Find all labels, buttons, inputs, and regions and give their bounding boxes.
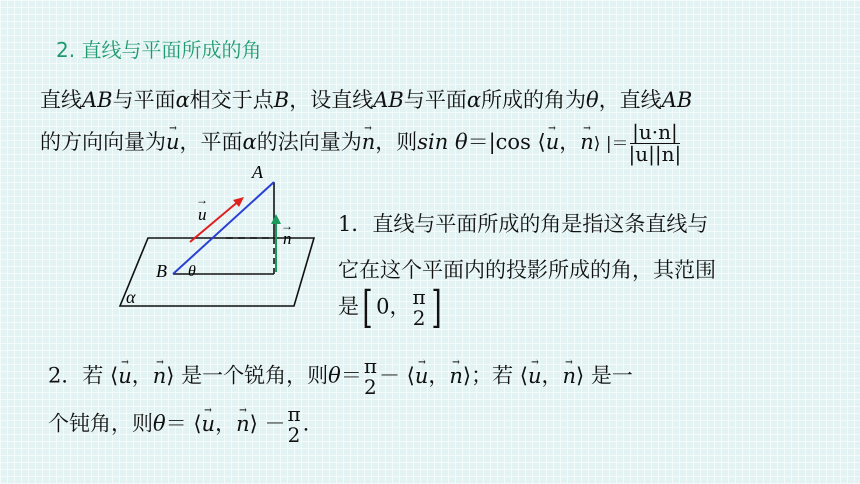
line-ab: AB [661,88,693,112]
label-b: B [156,261,167,281]
vector-n: → n [580,125,594,154]
note-1-line-3 [338,282,445,333]
fraction-numerator: π [363,354,377,378]
text: . [302,411,310,436]
label-u-arrow-icon: → [196,193,208,207]
pi-over-2 [362,356,379,398]
text: ＝ ⟨ [165,411,202,436]
text: ⟩ 是一个锐角，则 [166,363,329,388]
text: ， [428,363,450,388]
normal-n-arrowhead [271,214,281,224]
cos-fraction [629,122,682,165]
text: ，平面 [179,130,243,154]
plane-alpha-shape [120,238,314,306]
text: ，直线 [598,88,662,112]
angle-theta: θ [328,363,341,388]
label-alpha: α [126,287,136,307]
vector-n: → n [449,359,463,388]
vector-u: → u [415,359,429,388]
plane-alpha: α [466,88,482,112]
label-theta: θ [188,263,196,280]
text: 所成的角为 [481,88,587,112]
section-heading: 2. 直线与平面所成的角 [56,38,262,62]
fraction-denominator: |u||n| [628,142,682,166]
text: 是 [338,294,359,319]
note-1-line-1: 1．直线与平面所成的角是指这条直线与 [338,212,709,236]
fraction-numerator: |u·n| [632,120,678,144]
vector-u: → u [166,125,180,154]
text: 2．若 ⟨ [48,363,119,388]
text: ⟩ 是一 [576,363,633,388]
text: ⟩ － [249,411,286,436]
text: 的方向向量为 [40,130,166,154]
text: － ⟨ [378,363,415,388]
text: ，设直线 [289,88,374,112]
label-n: n [283,229,292,248]
note-2-line-2 [48,404,309,446]
fraction-denominator: 2 [287,423,301,447]
vector-n: → n [563,359,577,388]
text: ⟩ |＝ [593,134,629,154]
vector-u: → u [528,359,542,388]
plane-alpha: α [175,88,190,112]
text: ＝ [340,363,362,388]
range-bracket-close: ] [431,282,442,333]
text: ， [131,363,153,388]
vector-u: → u [546,125,560,154]
line-ab-shape [173,182,274,274]
sin-theta: sin θ [417,130,468,154]
fraction-denominator: 2 [412,306,426,330]
text: ⟩；若 ⟨ [462,363,528,388]
label-u: u [198,205,207,224]
text: 相交于点 [189,88,274,112]
text: 的法向量为 [256,130,362,154]
line-ab: AB [82,88,113,112]
vector-n: → n [236,407,250,436]
text: ，则 [375,130,418,154]
text: 个钝角，则 [48,411,153,436]
point-b: B [273,88,290,112]
text: ＝|cos ⟨ [467,130,546,154]
note-2-line-1 [48,356,633,398]
range-bracket-open: [ [362,282,373,333]
text: ， [215,411,237,436]
text: 与平面 [112,88,176,112]
fraction-denominator: 2 [364,375,377,399]
fraction-numerator: π [412,285,426,309]
plane-alpha: α [242,130,257,154]
label-a: A [252,162,263,182]
note-1-line-2: 它在这个平面内的投影所成的角，其范围 [338,258,716,282]
definition-line-2 [40,122,681,165]
definition-line-1 [40,84,692,114]
vector-u: → u [118,359,132,388]
text: ， [541,363,563,388]
angle-theta: θ [153,411,166,436]
pi-over-2 [285,404,302,446]
vector-n: → n [153,359,167,388]
vector-u: → u [202,407,216,436]
pi-over-2 [411,287,428,329]
vector-n: → n [362,125,376,154]
line-ab: AB [373,88,404,112]
text: 直线 [40,88,82,112]
range-start: 0， [376,294,411,319]
label-n-arrow-icon: → [281,219,293,233]
text: ， [559,130,581,154]
fraction-numerator: π [287,402,301,426]
angle-theta: θ [586,88,599,112]
text: 与平面 [403,88,467,112]
